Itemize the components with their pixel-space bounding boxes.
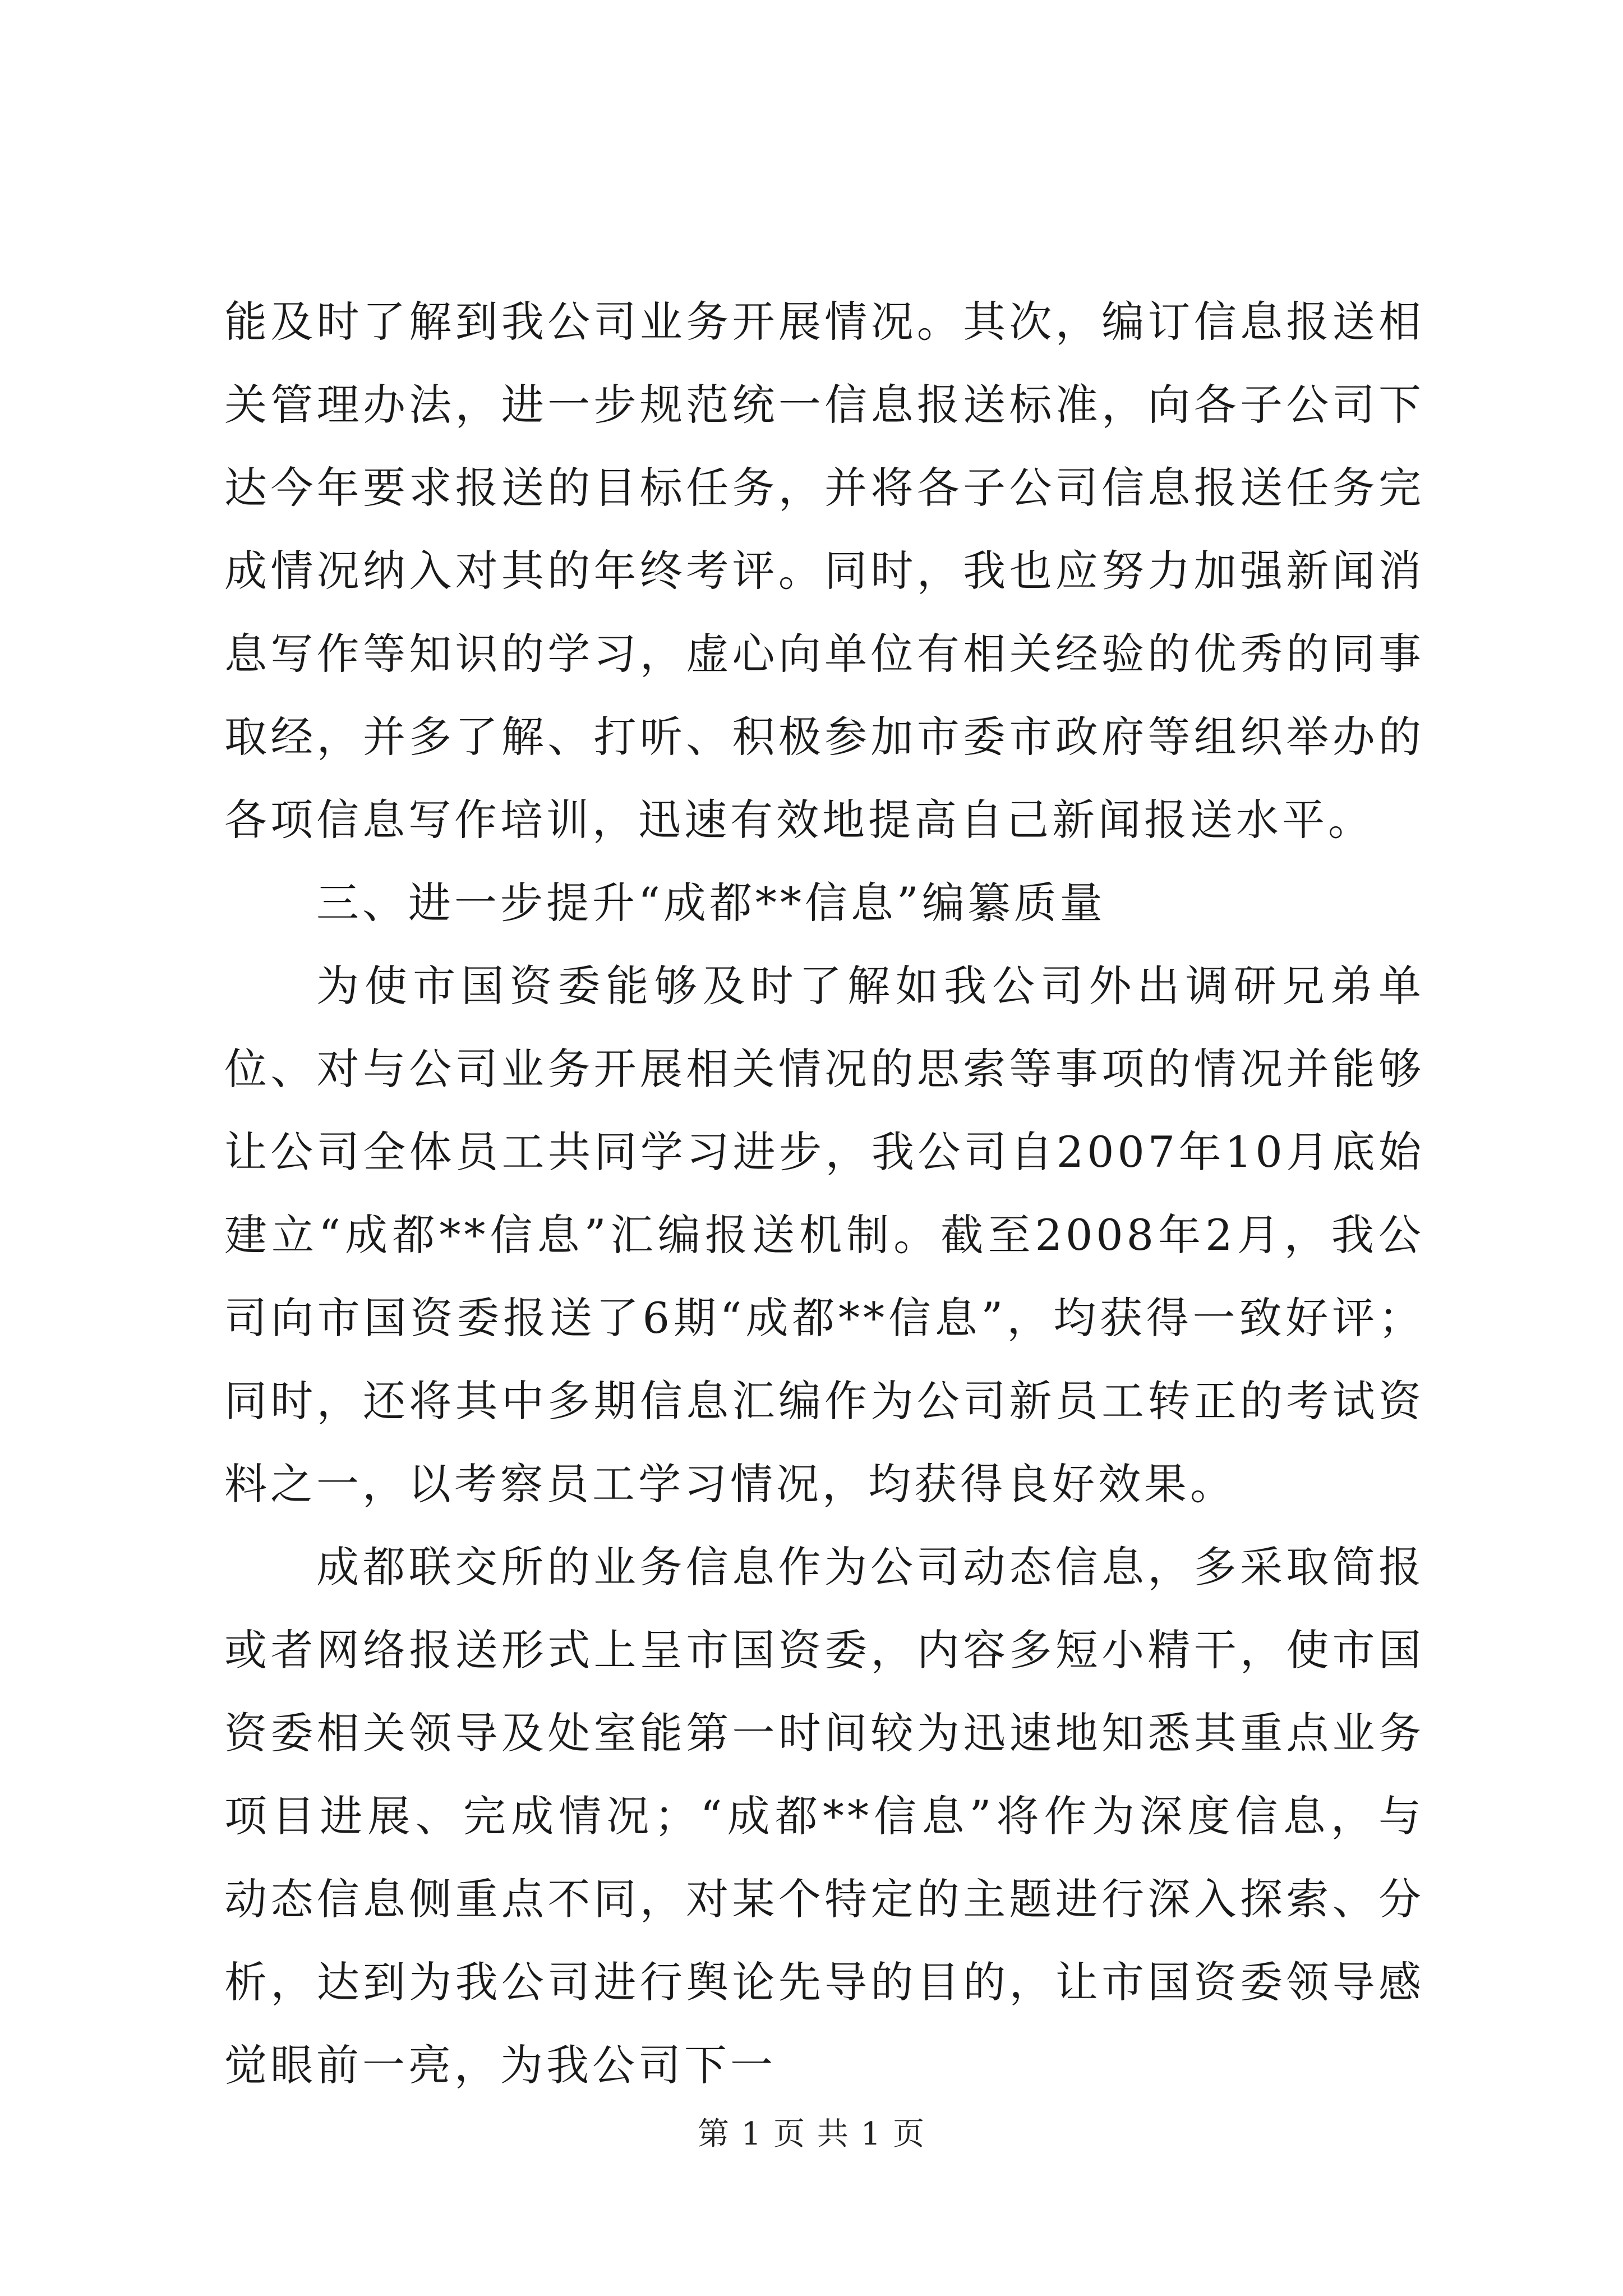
paragraph-dynamic-vs-deep-info: 成都联交所的业务信息作为公司动态信息，多采取简报或者网络报送形式上呈市国资委，内容多短小精干，使市国资委相关领导及处室能第一时间较为迅速地知悉其重点业务项目进展、完成情况；“成都**信息”将作为深度信息，与动态信息侧重点不同，对某个特定的主题进行深入探索、分析，达到为我公司进行舆论先导的目的，让市国资委领导感觉眼前一亮，为我公司下一 bbox=[224, 1542, 1424, 2090]
page-footer: 第 1 页 共 1 页 bbox=[697, 2116, 926, 2152]
paragraph-chengdu-info-mechanism: 为使市国资委能够及时了解如我公司外出调研兄弟单位、对与公司业务开展相关情况的思索等事项的情况并能够让公司全体员工共同学习进步，我公司自2007年10月底始建立“成都**信息”汇编报送机制。截至2008年2月，我公司向市国资委报送了6期“成都**信息”，均获得一致好评；同时，还将其中多期信息汇编作为公司新员工转正的考试资料之一，以考察员工学习情况，均获得良好效果。 bbox=[224, 961, 1424, 1509]
section-heading: 三、进一步提升“成都**信息”编纂质量 bbox=[316, 878, 1106, 928]
document-body bbox=[224, 280, 1424, 2107]
paragraph-continuation: 能及时了解到我公司业务开展情况。其次，编订信息报送相关管理办法，进一步规范统一信息报送标准，向各子公司下达今年要求报送的目标任务，并将各子公司信息报送任务完成情况纳入对其的年终考评。同时，我也应努力加强新闻消息写作等知识的学习，虚心向单位有相关经验的优秀的同事取经，并多了解、打听、积极参加市委市政府等组织举办的各项信息写作培训，迅速有效地提高自己新闻报送水平。 bbox=[224, 297, 1424, 845]
